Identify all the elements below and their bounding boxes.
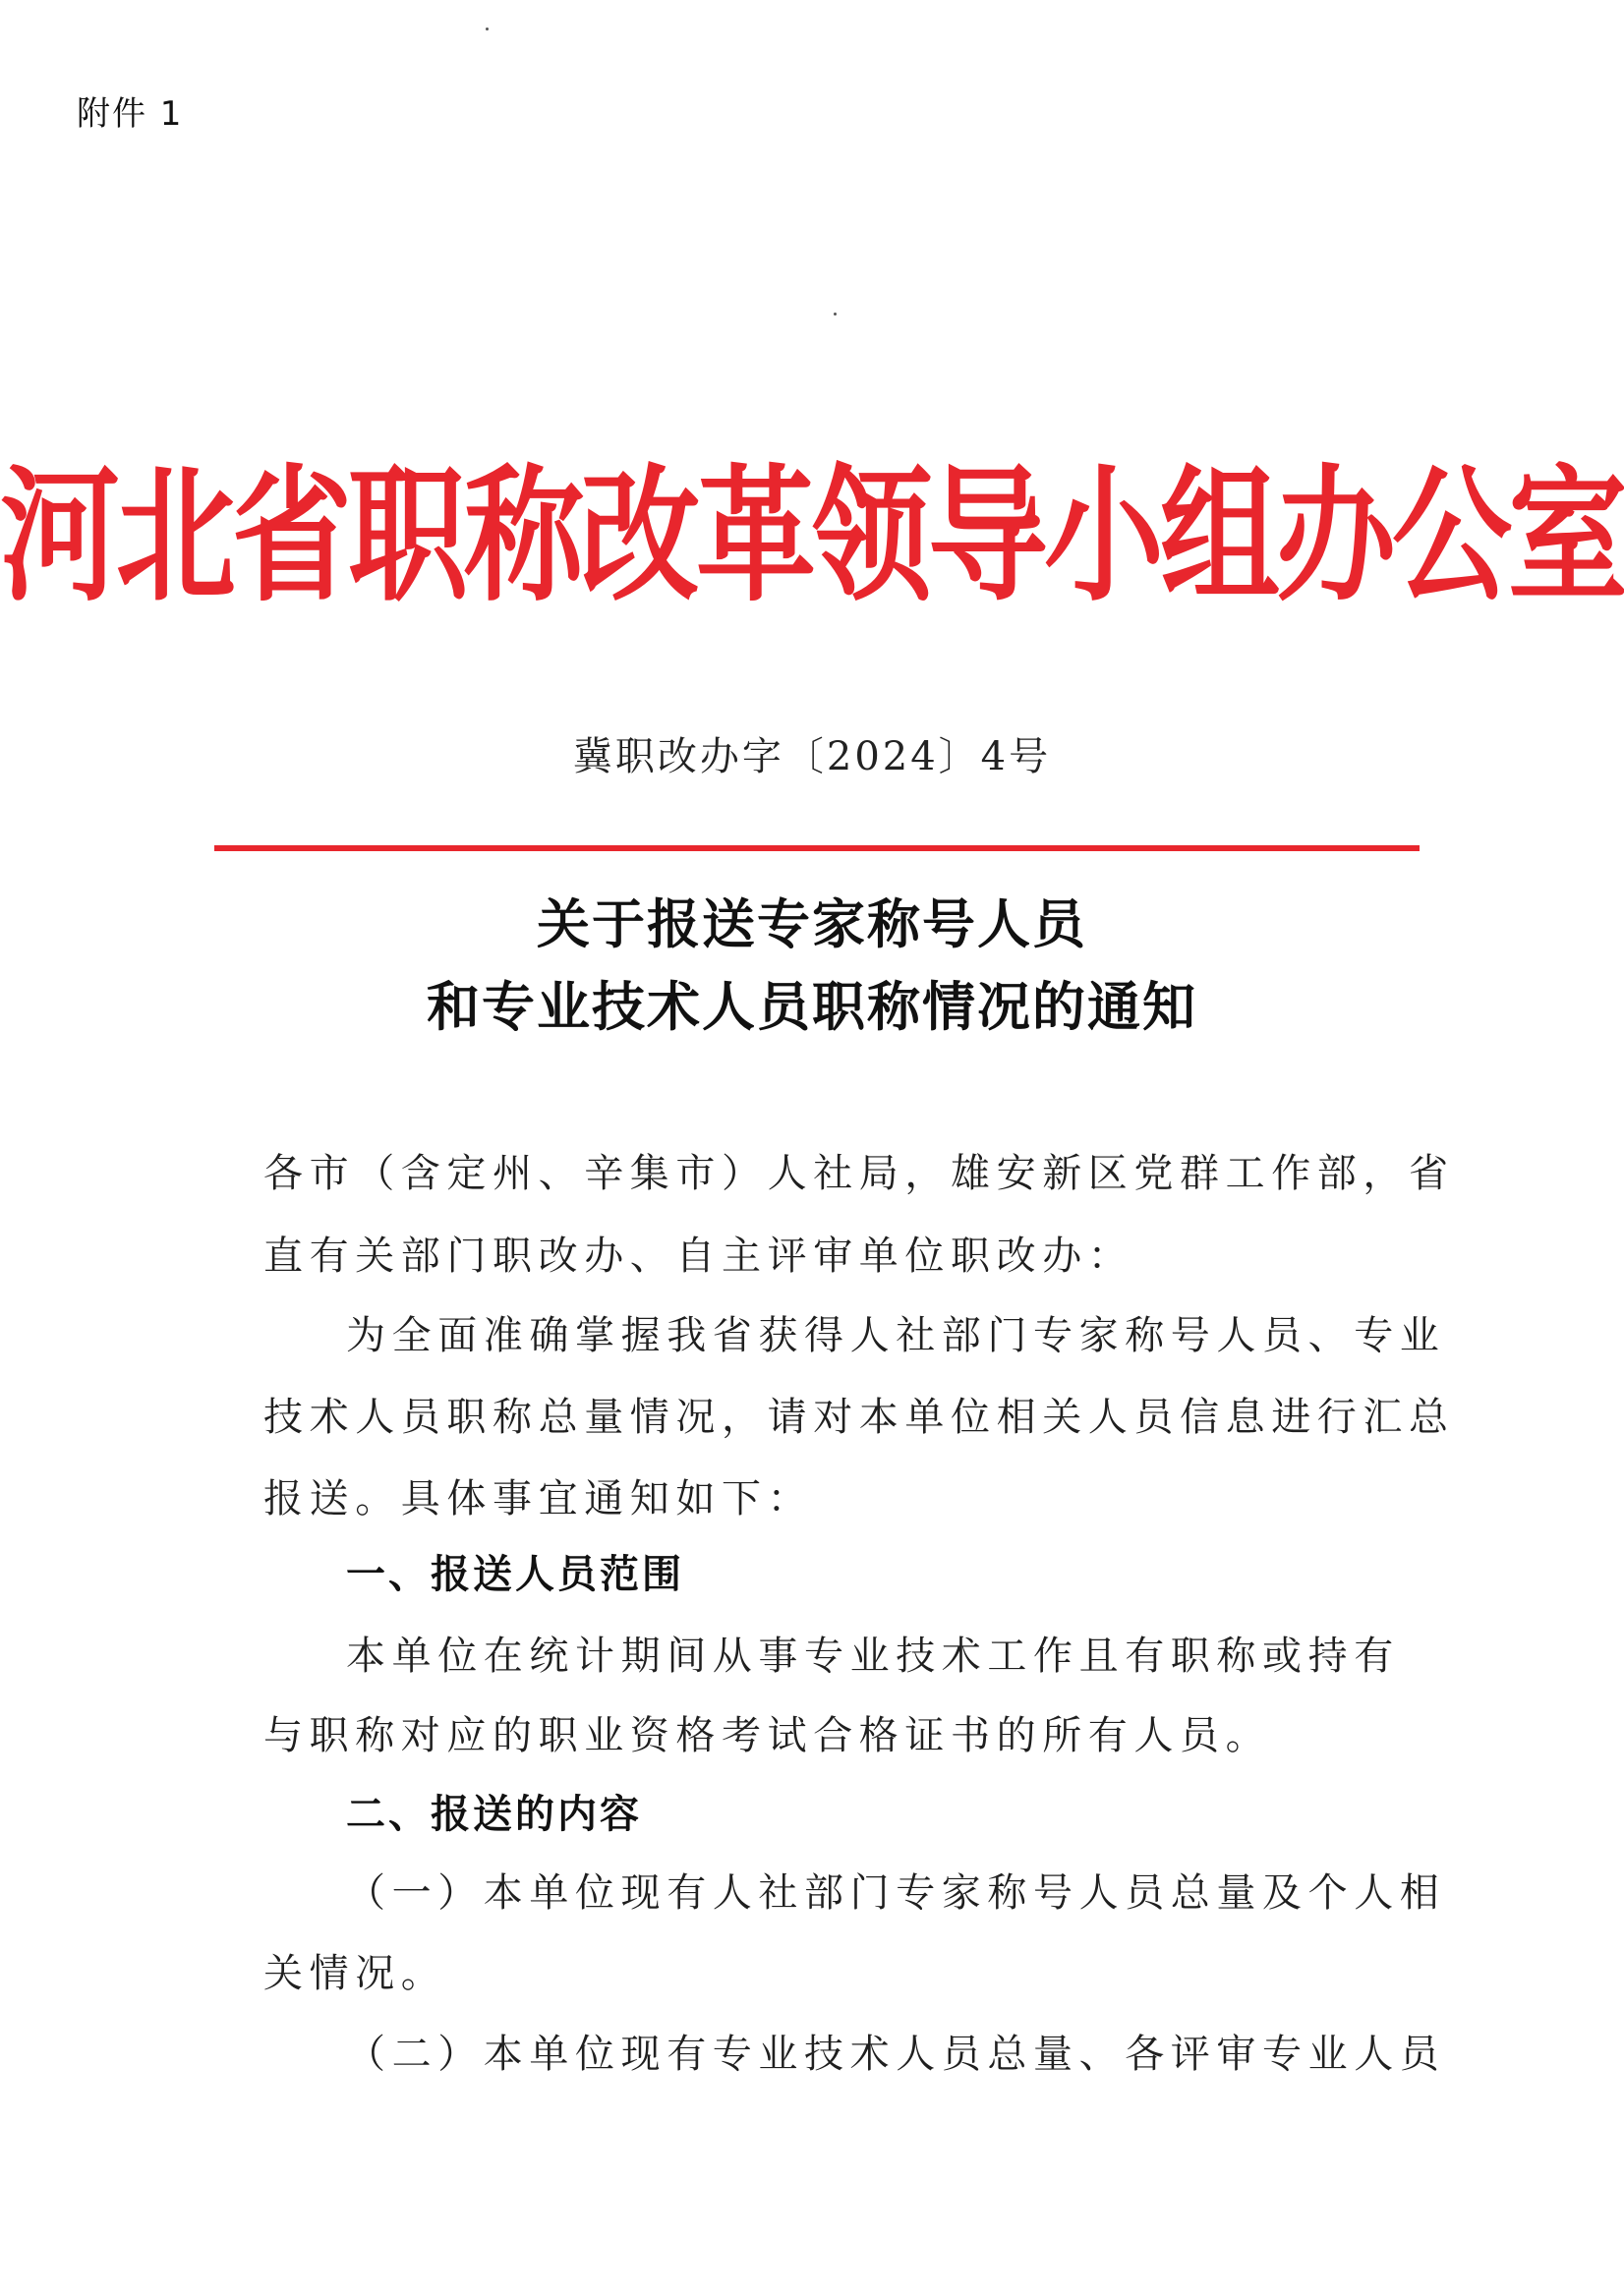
- intro-line-2: 技术人员职称总量情况，请对本单位相关人员信息进行汇总: [263, 1395, 1455, 1440]
- document-title-line-2: 和专业技术人员职称情况的通知: [427, 976, 1197, 1038]
- red-divider-line: [214, 845, 1420, 851]
- section-1-line-2: 与职称对应的职业资格考试合格证书的所有人员。: [263, 1713, 1272, 1758]
- section-2-item-1-line-2: 关情况。: [263, 1951, 447, 1996]
- section-2-heading: 二、报送的内容: [346, 1792, 642, 1837]
- attachment-mark: 附件 1: [77, 94, 184, 134]
- section-2-item-1-line-1: （一）本单位现有人社部门专家称号人员总量及个人相: [346, 1870, 1446, 1916]
- intro-line-1: 为全面准确掌握我省获得人社部门专家称号人员、专业: [346, 1313, 1446, 1358]
- scan-speck: [834, 313, 837, 316]
- intro-line-3: 报送。具体事宜通知如下：: [263, 1476, 814, 1521]
- section-1-line-1: 本单位在统计期间从事专业技术工作且有职称或持有: [346, 1634, 1400, 1679]
- document-title-line-1: 关于报送专家称号人员: [537, 893, 1087, 955]
- salutation-line-2: 直有关部门职改办、自主评审单位职改办：: [263, 1234, 1134, 1279]
- issuing-authority-header: 河北省职称改革领导小组办公室: [0, 448, 1624, 622]
- section-1-heading: 一、报送人员范围: [346, 1552, 684, 1597]
- section-2-item-2-line-1: （二）本单位现有专业技术人员总量、各评审专业人员: [346, 2032, 1446, 2077]
- document-number: 冀职改办字〔2024〕4号: [572, 734, 1052, 779]
- salutation-line-1: 各市（含定州、辛集市）人社局，雄安新区党群工作部，省: [263, 1151, 1455, 1196]
- scan-speck: [486, 28, 489, 30]
